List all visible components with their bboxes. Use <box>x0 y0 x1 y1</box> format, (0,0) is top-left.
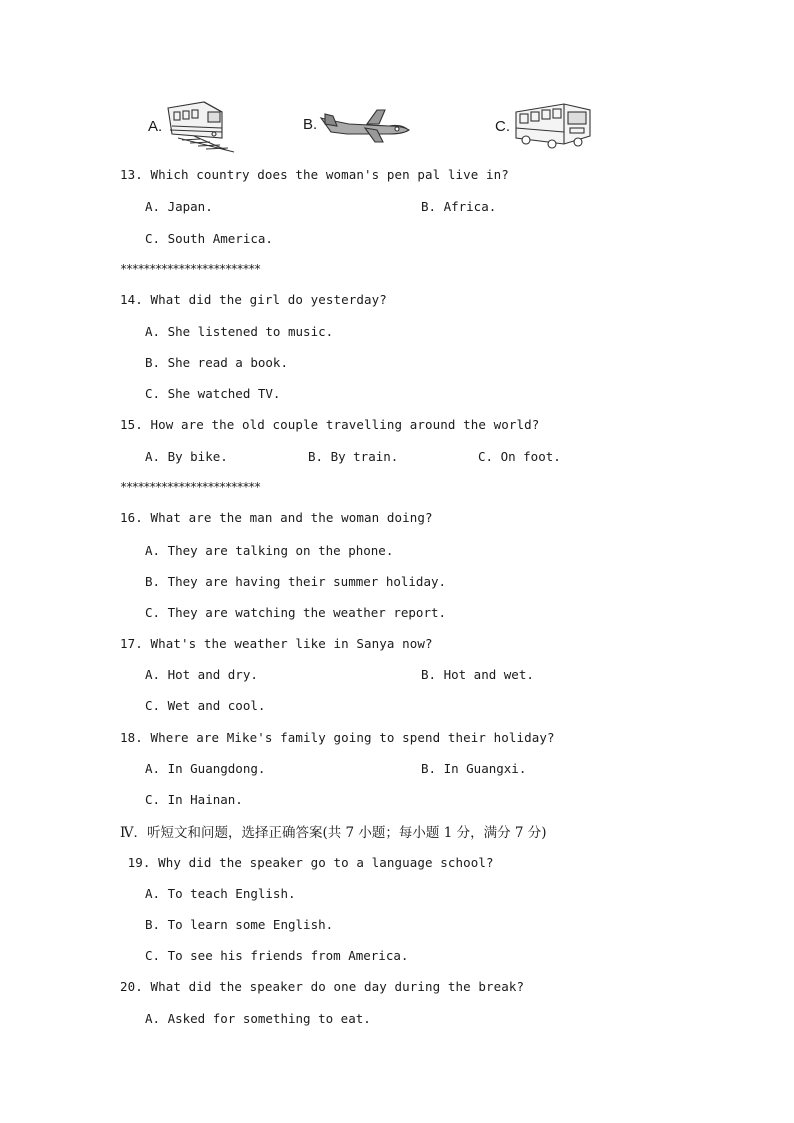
q14-option-a[interactable]: A. She listened to music. <box>145 324 334 339</box>
q17-option-a[interactable]: A. Hot and dry. <box>145 667 258 682</box>
q17-option-b[interactable]: B. Hot and wet. <box>421 667 534 682</box>
q16-option-a[interactable]: A. They are talking on the phone. <box>145 543 394 558</box>
q15-option-b[interactable]: B. By train. <box>308 449 399 464</box>
picture-options <box>0 98 794 158</box>
q19-option-b[interactable]: B. To learn some English. <box>145 917 334 932</box>
picture-option-c <box>495 100 594 152</box>
q13-option-b[interactable]: B. Africa. <box>421 199 497 214</box>
q14-option-b[interactable]: B. She read a book. <box>145 355 288 370</box>
q18-option-a[interactable]: A. In Guangdong. <box>145 761 266 776</box>
question-17: 17. What's the weather like in Sanya now? <box>120 636 433 651</box>
q20-option-a[interactable]: A. Asked for something to eat. <box>145 1011 371 1026</box>
q13-option-a[interactable]: A. Japan. <box>145 199 213 214</box>
q13-option-c[interactable]: C. South America. <box>145 231 273 246</box>
option-letter: B. <box>303 115 318 133</box>
picture-option-a <box>148 98 236 154</box>
q19-option-a[interactable]: A. To teach English. <box>145 886 296 901</box>
question-14: 14. What did the girl do yesterday? <box>120 292 387 307</box>
question-20: 20. What did the speaker do one day during the break? <box>120 979 525 994</box>
section-heading: Ⅳ．听短文和问题，选择正确答案(共 7 小题；每小题 1 分，满分 7 分) <box>120 825 547 841</box>
bus-icon <box>512 100 594 152</box>
q15-option-a[interactable]: A. By bike. <box>145 449 228 464</box>
airplane-icon <box>319 102 413 146</box>
option-letter: A. <box>148 117 163 135</box>
train-icon <box>164 98 236 154</box>
q16-option-b[interactable]: B. They are having their summer holiday. <box>145 574 447 589</box>
q17-option-c[interactable]: C. Wet and cool. <box>145 698 266 713</box>
question-15: 15. How are the old couple travelling around the world? <box>120 417 540 432</box>
q14-option-c[interactable]: C. She watched TV. <box>145 386 281 401</box>
separator: ************************ <box>120 480 260 494</box>
question-13: 13. Which country does the woman's pen pal live in? <box>120 167 509 182</box>
picture-option-b <box>303 102 413 146</box>
separator: ************************ <box>120 262 260 276</box>
q18-option-c[interactable]: C. In Hainan. <box>145 792 243 807</box>
q15-option-c[interactable]: C. On foot. <box>478 449 561 464</box>
option-letter: C. <box>495 117 510 135</box>
question-18: 18. Where are Mike's family going to spend their holiday? <box>120 730 555 745</box>
q16-option-c[interactable]: C. They are watching the weather report. <box>145 605 447 620</box>
q18-option-b[interactable]: B. In Guangxi. <box>421 761 527 776</box>
question-19: 19. Why did the speaker go to a language school? <box>120 855 494 870</box>
q19-option-c[interactable]: C. To see his friends from America. <box>145 948 409 963</box>
question-16: 16. What are the man and the woman doing? <box>120 510 433 525</box>
